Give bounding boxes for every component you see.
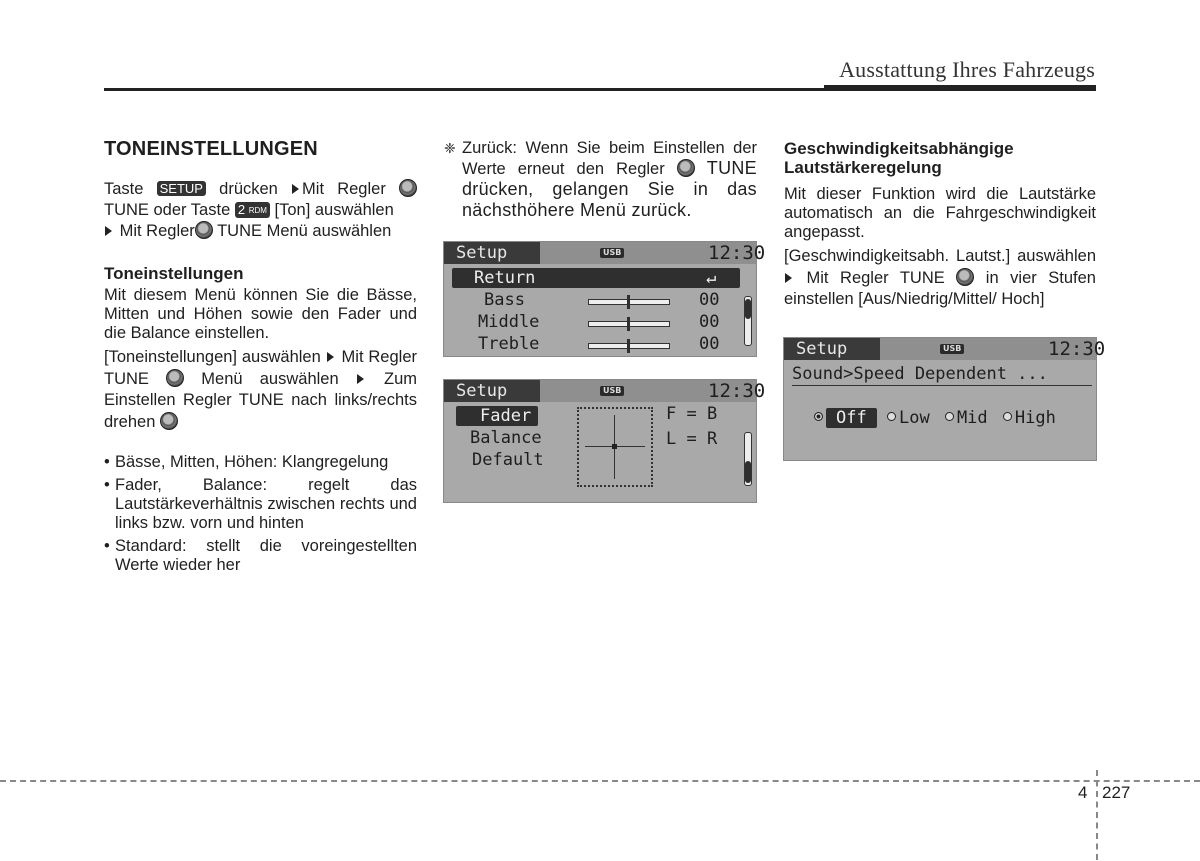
scrollbar: [744, 296, 752, 346]
menu-item-default: Default: [472, 450, 544, 470]
menu-item-middle: Middle: [478, 312, 540, 332]
option-off: Off: [826, 408, 877, 428]
heading-line: Lautstärkeregelung: [784, 158, 942, 177]
option-low: Low: [898, 408, 930, 428]
tune-knob-icon: [399, 179, 417, 197]
list-item: • Standard: stellt die voreingestellten Werte wieder her: [104, 537, 417, 575]
setup-key: SETUP: [157, 181, 206, 196]
note-text: TUNE: [706, 158, 757, 178]
usb-badge-icon: USB: [940, 344, 964, 354]
footer-vertical-rule: [1096, 770, 1098, 860]
lcd-tab: [444, 380, 540, 402]
description-paragraph: Mit dieser Funktion wird die Lautstärke automatisch an die Fahrgeschwindigkeit angepasst.: [784, 185, 1096, 241]
intro-text: TUNE oder Taste: [104, 201, 231, 219]
tune-knob-icon: [195, 221, 213, 239]
balance-value: L = R: [666, 429, 718, 449]
bass-slider: [588, 299, 670, 305]
arrow-right-icon: [357, 374, 364, 384]
intro-text: TUNE Menü auswählen: [217, 222, 392, 240]
radio-selected-icon: [814, 412, 823, 421]
return-icon: ↵: [706, 268, 717, 288]
tune-knob-icon: [160, 412, 178, 430]
lcd-tab: [444, 242, 540, 264]
list-item: • Fader, Balance: regelt das Lautstärkeverhältnis zwischen rechts und links bzw. vorn und hinten: [104, 476, 417, 533]
heading-line: Geschwindigkeitsabhängige: [784, 139, 1014, 158]
lcd-clock: 12:30: [708, 380, 766, 402]
arrow-right-icon: [292, 184, 299, 194]
header-rule-accent: [824, 85, 1096, 88]
scrollbar: [744, 432, 752, 486]
running-header: Ausstattung Ihres Fahrzeugs: [839, 57, 1095, 82]
fader-value: F = B: [666, 404, 718, 424]
slider-knob: [627, 339, 630, 353]
tune-knob-icon: [677, 159, 695, 177]
lcd-screen-speed-volume: [783, 337, 1106, 461]
menu-item-treble: Treble: [478, 334, 540, 354]
menu-item-balance: Balance: [470, 428, 542, 448]
breadcrumb: Sound>Speed Dependent ...: [792, 364, 1048, 384]
subheading: [784, 139, 1096, 177]
intro-text: Taste: [104, 180, 144, 198]
option-mid: Mid: [956, 408, 988, 428]
section-heading: TONEINSTELLUNGEN: [104, 138, 318, 160]
intro-text: [Ton] auswählen: [274, 201, 394, 219]
instruction-text: Mit Regler TUNE: [104, 348, 417, 388]
column-right: [784, 139, 1096, 311]
usb-badge-icon: USB: [600, 386, 624, 396]
slider-knob: [627, 317, 630, 331]
instruction-text: [Geschwindigkeitsabh. Lautst.] auswählen: [784, 247, 1096, 265]
instruction-text: Menü auswählen: [201, 369, 339, 388]
usb-badge-icon: USB: [600, 248, 624, 258]
chapter-number: 4: [1078, 783, 1088, 802]
bass-value: 00: [699, 290, 720, 310]
tune-knob-icon: [166, 369, 184, 387]
description-paragraph: Mit diesem Menü können Sie die Bässe, Mitten und Höhen sowie den Fader und die Balance einstellen.: [104, 286, 417, 342]
key-number: 2: [237, 202, 246, 217]
note-text: Zurück: Wenn Sie beim Einstellen der Werte erneut den Regler: [462, 139, 757, 178]
lcd-tab: [784, 338, 880, 360]
menu-item-return: Return: [474, 268, 536, 288]
header-rule: [104, 88, 1096, 91]
instruction-text: Zum Einstellen Regler TUNE nach links/rechts drehen: [104, 369, 418, 431]
fader-balance-grid: [577, 407, 653, 487]
arrow-right-icon: [327, 352, 334, 362]
scroll-thumb: [745, 299, 751, 319]
column-left: [104, 138, 417, 579]
lcd-clock: 12:30: [708, 242, 766, 264]
instruction-paragraph: [104, 347, 417, 433]
instruction-text: in vier Stufen einstellen [Aus/Niedrig/Mittel/ Hoch]: [784, 268, 1096, 308]
option-high: High: [1014, 408, 1056, 428]
instruction-text: Mit Regler TUNE: [806, 268, 945, 287]
middle-value: 00: [699, 312, 720, 332]
menu-item-bass: Bass: [484, 290, 525, 310]
page-number: 227: [1102, 783, 1131, 802]
note-mark-icon: ❈: [444, 140, 456, 156]
instruction-text: [Toneinstellungen] auswählen: [104, 348, 321, 366]
tune-knob-icon: [956, 268, 974, 286]
menu-item-fader: Fader: [480, 406, 532, 426]
treble-value: 00: [699, 334, 720, 354]
arrow-right-icon: [105, 226, 112, 236]
lcd-tab-label: Setup: [796, 339, 848, 359]
footer-rule: [0, 780, 1200, 782]
back-note: [444, 139, 757, 221]
radio-icon: [887, 412, 896, 421]
lcd-screen-fader-balance: [443, 379, 766, 503]
middle-slider: [588, 321, 670, 327]
lcd-screen-tone-menu: [443, 241, 766, 357]
column-middle: [444, 139, 757, 221]
intro-text: Mit Regler: [119, 222, 195, 240]
arrow-right-icon: [785, 273, 792, 283]
slider-knob: [627, 295, 630, 309]
intro-text: drücken: [219, 180, 278, 198]
bullet-list: [104, 453, 417, 575]
radio-icon: [945, 412, 954, 421]
path-underline: [792, 385, 1092, 386]
position-marker: [612, 444, 617, 449]
note-text: drücken, gelangen Sie in das nächsthöhere Menü zurück.: [462, 179, 757, 220]
list-item: • Bässe, Mitten, Höhen: Klangregelung: [104, 453, 417, 472]
key-rdm-label: RDM: [248, 206, 267, 215]
intro-paragraph: [104, 179, 417, 242]
treble-slider: [588, 343, 670, 349]
lcd-clock: 12:30: [1048, 338, 1106, 360]
subheading: Toneinstellungen: [104, 264, 244, 283]
radio-icon: [1003, 412, 1012, 421]
lcd-tab-label: Setup: [456, 243, 508, 263]
instruction-paragraph: [784, 246, 1096, 311]
scroll-thumb: [745, 461, 751, 483]
lcd-tab-label: Setup: [456, 381, 508, 401]
option-row: [814, 408, 1056, 428]
key-2-rdm: [235, 202, 270, 218]
intro-text: Mit Regler: [302, 180, 386, 198]
